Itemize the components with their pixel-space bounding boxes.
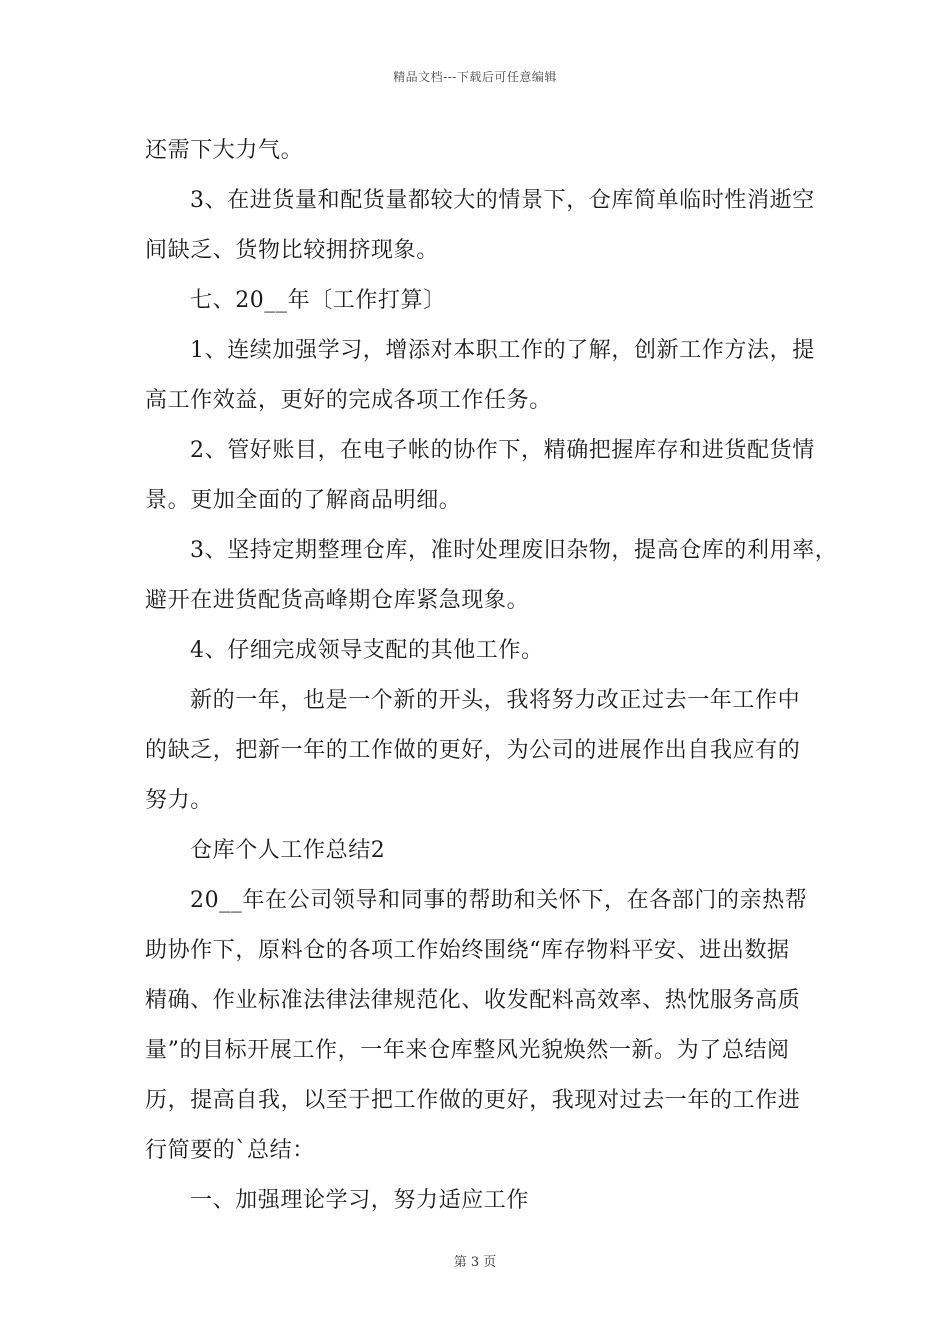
body-line: 1、连续加强学习，增添对本职工作的了解，创新工作方法，提 xyxy=(190,338,815,363)
body-line: 间缺乏、货物比较拥挤现象。 xyxy=(145,238,439,263)
body-line: 高工作效益，更好的完成各项工作任务。 xyxy=(145,388,552,413)
body-line: 还需下大力气。 xyxy=(145,138,304,163)
body-line: 4、仔细完成领导支配的其他工作。 xyxy=(190,638,544,663)
section-heading: 七、20__年〔工作打算〕 xyxy=(190,288,446,313)
body-line: 3、坚持定期整理仓库，准时处理废旧杂物，提高仓库的利用率， xyxy=(190,538,838,563)
body-line: 2、管好账目，在电子帐的协作下，精确把握库存和进货配货情 xyxy=(190,438,815,463)
body-line: 景。更加全面的了解商品明细。 xyxy=(145,488,462,513)
page-number: 第 3 页 xyxy=(453,1255,497,1270)
section-heading: 仓库个人工作总结2 xyxy=(190,838,386,863)
body-line: 历，提高自我，以至于把工作做的更好，我现对过去一年的工作进 xyxy=(145,1088,801,1113)
section-heading: 一、加强理论学习，努力适应工作 xyxy=(190,1188,530,1213)
body-line: 精确、作业标准法律法律规范化、收发配料高效率、热忱服务高质 xyxy=(145,988,801,1013)
body-line: 避开在进货配货高峰期仓库紧急现象。 xyxy=(145,588,530,613)
page-header: 精品文档---下载后可任意编辑 xyxy=(393,70,557,84)
body-line: 新的一年，也是一个新的开头，我将努力改正过去一年工作中 xyxy=(190,688,801,713)
body-line: 助协作下，原料仓的各项工作始终围绕“库存物料平安、进出数据 xyxy=(145,938,790,963)
body-line: 的缺乏，把新一年的工作做的更好，为公司的进展作出自我应有的 xyxy=(145,738,801,763)
body-line: 行简要的`总结： xyxy=(145,1138,315,1163)
body-line: 20__年在公司领导和同事的帮助和关怀下，在各部门的亲热帮 xyxy=(190,888,808,913)
body-line: 3、在进货量和配货量都较大的情景下，仓库简单临时性消逝空 xyxy=(190,188,815,213)
body-line: 努力。 xyxy=(145,788,213,813)
body-line: 量”的目标开展工作，一年来仓库整风光貌焕然一新。为了总结阅 xyxy=(145,1038,790,1063)
